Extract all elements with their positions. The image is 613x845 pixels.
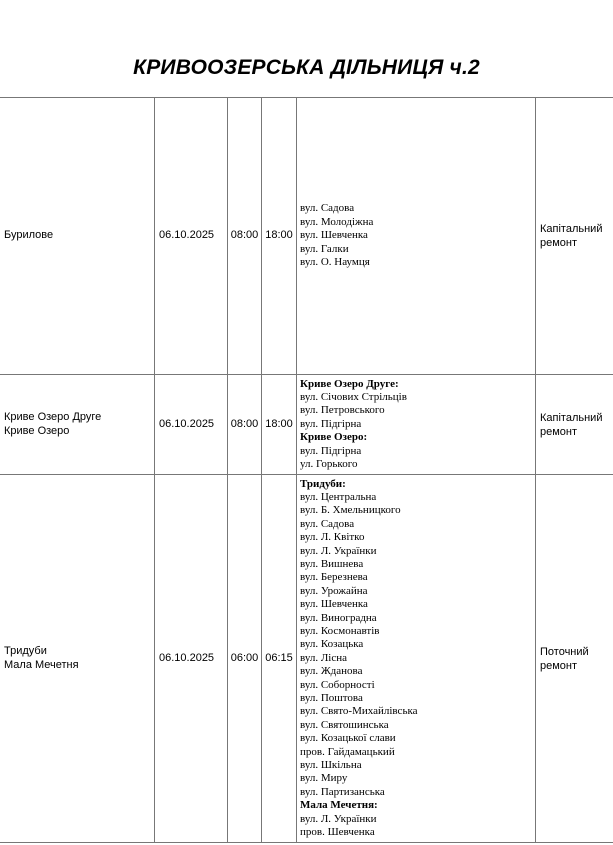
work-type-text: Капітальний	[540, 411, 603, 424]
start-time-cell: 06:00	[228, 475, 262, 843]
end-time-cell: 06:15	[262, 475, 297, 843]
street-item: вул. Свято-Михайлівська	[300, 705, 418, 718]
street-item: вул. Л. Квітко	[300, 531, 365, 544]
streets-cell	[297, 375, 536, 475]
location-name: Криве Озеро	[4, 424, 70, 437]
street-item: вул. Урожайна	[300, 584, 368, 597]
location-cell	[0, 98, 155, 375]
work-type-text: ремонт	[540, 425, 578, 438]
street-item: вул. Л. Українки	[300, 812, 377, 825]
location-name: Криве Озеро Друге	[4, 411, 102, 423]
date-cell: 06.10.2025	[155, 375, 228, 475]
street-item: пров. Гайдамацький	[300, 745, 395, 758]
date-cell: 06.10.2025	[155, 98, 228, 375]
street-item: вул. Соборності	[300, 678, 375, 691]
work-type-cell	[536, 375, 613, 475]
street-item: вул. Центральна	[300, 490, 377, 503]
street-item: вул. Шевченка	[300, 598, 368, 611]
street-item: вул. Шевченка	[300, 229, 368, 242]
street-item: вул. Партизанська	[300, 785, 385, 798]
street-item: вул. Жданова	[300, 665, 363, 678]
street-item: вул. Козацької слави	[300, 732, 396, 745]
street-group-heading: Тридуби:	[300, 477, 346, 490]
street-item: вул. Шкільна	[300, 759, 362, 772]
street-item: вул. Молодіжна	[300, 215, 374, 228]
work-type-text: ремонт	[540, 659, 578, 672]
street-item: вул. Садова	[300, 202, 355, 215]
street-item: вул. О. Наумця	[300, 256, 370, 269]
street-item: вул. Виноградна	[300, 611, 377, 624]
streets-cell	[297, 98, 536, 375]
street-item: пров. Шевченка	[300, 826, 375, 839]
start-time-cell: 08:00	[228, 375, 262, 475]
table-row	[0, 475, 613, 843]
street-item: вул. Петровського	[300, 404, 385, 417]
location-cell	[0, 475, 155, 843]
outage-schedule-table	[0, 97, 613, 843]
streets-cell	[297, 475, 536, 843]
street-item: вул. Святошинська	[300, 718, 389, 731]
location-cell	[0, 375, 155, 475]
location-name: Тридуби	[4, 645, 47, 657]
street-item: вул. Поштова	[300, 692, 363, 705]
work-type-text: Капітальний	[540, 223, 603, 235]
street-item: вул. Підгірна	[300, 417, 362, 430]
street-item: вул. Підгірна	[300, 444, 362, 457]
street-item: вул. Вишнева	[300, 557, 364, 570]
street-item: вул. Березнева	[300, 571, 368, 584]
work-type-cell	[536, 98, 613, 375]
work-type-text: ремонт	[540, 237, 578, 249]
street-item: вул. Садова	[300, 517, 355, 530]
street-item: вул. Б. Хмельницкого	[300, 504, 401, 517]
street-item: вул. Л. Українки	[300, 544, 377, 557]
street-group-heading: Криве Озеро:	[300, 431, 368, 444]
street-item: вул. Миру	[300, 772, 348, 785]
street-item: вул. Січових Стрільців	[300, 390, 407, 403]
end-time-cell: 18:00	[262, 375, 297, 475]
street-item: вул. Космонавтів	[300, 624, 380, 637]
start-time-cell: 08:00	[228, 98, 262, 375]
street-item: вул. Лісна	[300, 651, 347, 664]
street-item: ул. Горького	[300, 458, 358, 471]
work-type-text: Поточний	[540, 645, 589, 658]
page-title: КРИВООЗЕРСЬКА ДІЛЬНИЦЯ ч.2	[133, 56, 480, 79]
table-row	[0, 98, 613, 375]
location-name: Бурилове	[4, 229, 54, 242]
work-type-cell	[536, 475, 613, 843]
table-row	[0, 375, 613, 475]
street-group-heading: Криве Озеро Друге:	[300, 377, 399, 390]
date-cell: 06.10.2025	[155, 475, 228, 843]
street-group-heading: Мала Мечетня:	[300, 799, 378, 812]
street-item: вул. Козацька	[300, 638, 364, 651]
street-item: вул. Галки	[300, 242, 349, 255]
end-time-cell: 18:00	[262, 98, 297, 375]
location-name: Мала Мечетня	[4, 658, 79, 671]
